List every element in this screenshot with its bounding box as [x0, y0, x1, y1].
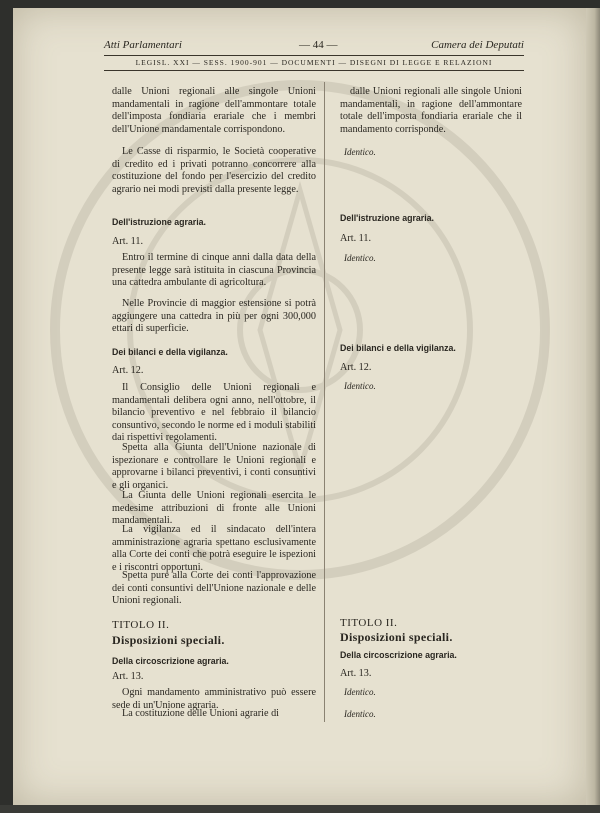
header-rule — [104, 55, 524, 56]
identico-note: Identico. — [344, 381, 376, 391]
paragraph: Spetta pure alla Corte dei conti l'approvazione dei conti consuntivi dell'Unione nazionale e delle Unioni regionali. — [112, 570, 316, 607]
section-title: Disposizioni speciali. — [112, 633, 225, 647]
right-column — [340, 86, 522, 726]
article-number: Art. 11. — [112, 236, 144, 247]
header-right: Camera dei Deputati — [431, 39, 524, 51]
running-header — [104, 39, 524, 55]
section-title: Disposizioni speciali. — [340, 630, 453, 644]
subheader-rule — [104, 70, 524, 71]
section-heading: Della circoscrizione agraria. — [340, 650, 457, 660]
paragraph: La vigilanza ed il sindacato dell'intera amministrazione agraria spettano esclusivamente alla Corte dei conti che potrà eseguire le ispezioni e i riscontri opportuni. — [112, 524, 316, 573]
section-heading: Dei bilanci e della vigilanza. — [112, 347, 228, 357]
paragraph: Ogni mandamento amministrativo può essere sede di un'Unione agraria. — [112, 687, 316, 711]
paragraph: La Giunta delle Unioni regionali esercita le medesime attribuzioni di fronte alle Unioni mandamentali. — [112, 490, 316, 527]
article-number: Art. 12. — [340, 362, 372, 373]
article-number: Art. 13. — [112, 671, 144, 682]
title-heading: TITOLO II. — [112, 619, 170, 631]
article-number: Art. 13. — [340, 668, 372, 679]
paragraph: Il Consiglio delle Unioni regionali e mandamentali delibera ogni anno, nell'ottobre, il bilancio preventivo e nel febbraio il bilancio consuntivo, secondo le norme ed i moduli stabiliti dai rispettivi regolamenti. — [112, 382, 316, 444]
identico-note: Identico. — [344, 147, 376, 157]
header-left: Atti Parlamentari — [104, 39, 182, 51]
paragraph: Entro il termine di cinque anni dalla data della presente legge sarà istituita in ciascuna Provincia una cattedra ambulante di agricoltura. — [112, 252, 316, 289]
identico-note: Identico. — [344, 253, 376, 263]
column-divider — [324, 82, 325, 722]
paragraph: La costituzione delle Unioni agrarie di — [122, 708, 280, 719]
identico-note: Identico. — [344, 687, 376, 697]
subheader: LEGISL. XXI — SESS. 1900-901 — DOCUMENTI — DISEGNI DI LEGGE E RELAZIONI — [135, 58, 493, 67]
section-heading: Dei bilanci e della vigilanza. — [340, 343, 456, 353]
paragraph: Nelle Provincie di maggior estensione si potrà aggiungere una cattedra in più per ogni 300,000 ettari di superficie. — [112, 298, 316, 335]
paragraph: dalle Unioni regionali alle singole Unioni mandamentali, in ragione dell'ammontare totale dell'imposta fondiaria erariale che il mandamento corrisponde. — [340, 86, 522, 135]
paragraph: Le Casse di risparmio, le Società cooperative di credito ed i privati potranno concorrere alla costituzione del fondo per l'esercizio del credito agrario nei modi previsti dalla presente legge. — [112, 146, 316, 195]
section-heading: Dell'istruzione agraria. — [340, 213, 434, 223]
article-number: Art. 11. — [340, 233, 372, 244]
section-heading: Della circoscrizione agraria. — [112, 656, 229, 666]
page-number: — 44 — — [299, 39, 338, 51]
title-heading: TITOLO II. — [340, 617, 398, 629]
identico-note: Identico. — [344, 709, 376, 719]
paragraph: dalle Unioni regionali alle singole Unioni mandamentali in ragione dell'ammontare totale dell'imposta fondiaria erariale che i membri dell'Unione mandamentale corrispondono. — [112, 86, 316, 135]
left-column — [112, 86, 316, 726]
scan-background — [0, 805, 600, 813]
page-edge — [586, 8, 600, 813]
article-number: Art. 12. — [112, 365, 144, 376]
paragraph: Spetta alla Giunta dell'Unione nazionale di ispezionare e controllare le Unioni regionali e approvarne i bilanci preventivi, i conti consuntivi e gli organici. — [112, 442, 316, 491]
section-heading: Dell'istruzione agraria. — [112, 217, 206, 227]
